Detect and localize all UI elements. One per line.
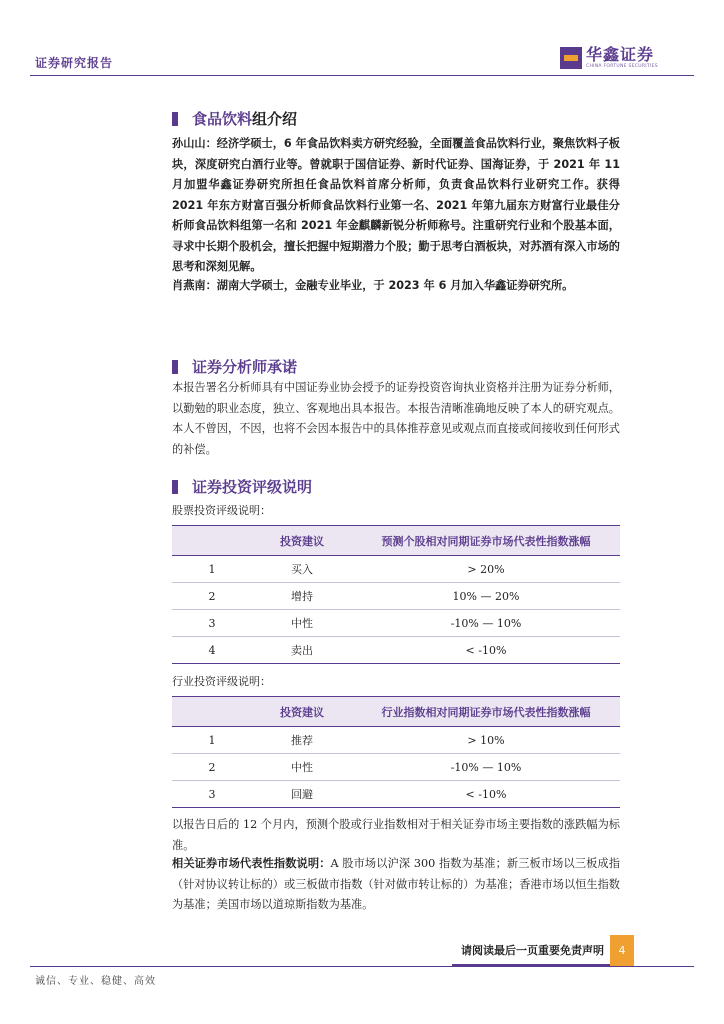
indices-note-text: A 股市场以沪深 300 指数为基准；新三板市场以三板成指（针对协议转让标的）或三板做市指数（针对做市转让标的）为基准；香港市场以恒生指数为基准；美国市场以道琼斯指数为基准。 bbox=[172, 857, 620, 911]
table-cell: 2 bbox=[172, 754, 252, 781]
page-number: 4 bbox=[610, 935, 634, 966]
table-cell: 买入 bbox=[252, 556, 352, 583]
section-heading-intro bbox=[172, 108, 297, 129]
table-cell: 4 bbox=[172, 637, 252, 664]
commitment-heading: 证券分析师承诺 bbox=[192, 358, 298, 376]
table-cell: 2 bbox=[172, 583, 252, 610]
section-marker bbox=[172, 360, 178, 374]
rating-heading: 证券投资评级说明 bbox=[192, 478, 313, 496]
section-marker bbox=[172, 112, 178, 126]
table-header-cell bbox=[172, 526, 252, 556]
indices-note-label: 相关证券市场代表性指数说明： bbox=[172, 857, 331, 870]
table-cell: 中性 bbox=[252, 754, 352, 781]
table-cell: 增持 bbox=[252, 583, 352, 610]
stock-rating-table bbox=[172, 525, 620, 664]
intro-heading-a: 食品饮料 bbox=[192, 110, 253, 128]
table-cell: 中性 bbox=[252, 610, 352, 637]
rating-note-indices bbox=[172, 854, 620, 916]
disclaimer-notice: 请阅读最后一页重要免责声明 bbox=[452, 935, 610, 965]
table-header-cell: 预测个股相对同期证券市场代表性指数涨幅 bbox=[352, 526, 620, 556]
rating-note-benchmark: 以报告日后的 12 个月内，预测个股或行业指数相对于相关证券市场主要指数的涨跌幅为标准。 bbox=[172, 818, 620, 852]
logo-name-en: CHINA FORTUNE SECURITIES bbox=[586, 64, 658, 69]
logo-name-cn: 华鑫证券 bbox=[586, 45, 655, 64]
table-cell: 3 bbox=[172, 610, 252, 637]
company-slogan: 诚信、专业、稳健、高效 bbox=[35, 976, 156, 987]
table-cell: -10% — 10% bbox=[352, 610, 620, 637]
table-row bbox=[172, 583, 620, 610]
table-cell: 推荐 bbox=[252, 727, 352, 754]
table-cell: 3 bbox=[172, 781, 252, 808]
table-header-cell: 投资建议 bbox=[252, 526, 352, 556]
table-cell: 10% — 20% bbox=[352, 583, 620, 610]
table-row bbox=[172, 754, 620, 781]
table-row bbox=[172, 556, 620, 583]
industry-rating-label: 行业投资评级说明： bbox=[172, 675, 271, 688]
section-heading-commitment bbox=[172, 356, 297, 377]
analyst-bio-1: 孙山山：经济学硕士，6 年食品饮料卖方研究经验，全面覆盖食品饮料行业，聚焦饮料子板块，深度研究白酒行业等。曾就职于国信证券、新时代证券、国海证券，于 2021 年 11 月加盟华鑫证券研究所担任食品饮料首席分析师，负责食品饮料行业研究工作。获得 2021 年东方财富百强分析师食品饮料行业第一名、2021 年第九届东方财富行业最佳分析师食品饮料组第一名和 2021 年金麒麟新锐分析师称号。注重研究行业和个股基本面，寻求中长期个股机会，擅长把握中短期潜力个股；勤于思考白酒板块，对苏酒有深入市场的思考和深刻见解。 bbox=[172, 137, 620, 273]
table-header-cell bbox=[172, 697, 252, 727]
table-cell: < -10% bbox=[352, 781, 620, 808]
industry-rating-table bbox=[172, 696, 620, 808]
table-cell: 1 bbox=[172, 556, 252, 583]
report-type-label: 证券研究报告 bbox=[35, 56, 114, 70]
table-cell: > 10% bbox=[352, 727, 620, 754]
table-cell: 1 bbox=[172, 727, 252, 754]
table-header-row bbox=[172, 526, 620, 556]
section-marker bbox=[172, 480, 178, 494]
table-cell: -10% — 10% bbox=[352, 754, 620, 781]
table-row bbox=[172, 781, 620, 808]
header-divider bbox=[30, 75, 694, 76]
table-cell: 卖出 bbox=[252, 637, 352, 664]
table-cell: < -10% bbox=[352, 637, 620, 664]
table-row bbox=[172, 637, 620, 664]
table-cell: > 20% bbox=[352, 556, 620, 583]
table-header-cell: 行业指数相对同期证券市场代表性指数涨幅 bbox=[352, 697, 620, 727]
footer-divider bbox=[30, 966, 694, 967]
company-logo bbox=[560, 46, 658, 70]
analyst-bio-2: 肖燕南：湖南大学硕士，金融专业毕业，于 2023 年 6 月加入华鑫证券研究所。 bbox=[172, 279, 574, 292]
table-header-row bbox=[172, 697, 620, 727]
table-header-cell: 投资建议 bbox=[252, 697, 352, 727]
table-cell: 回避 bbox=[252, 781, 352, 808]
stock-rating-label: 股票投资评级说明： bbox=[172, 504, 271, 517]
section-heading-rating bbox=[172, 476, 312, 497]
commitment-text: 本报告署名分析师具有中国证券业协会授予的证券投资咨询执业资格并注册为证券分析师，以勤勉的职业态度，独立、客观地出具本报告。本报告清晰准确地反映了本人的研究观点。本人不曾因，不因，也将不会因本报告中的具体推荐意见或观点而直接或间接收到任何形式的补偿。 bbox=[172, 381, 620, 456]
intro-heading-b: 组介绍 bbox=[252, 110, 298, 128]
table-row bbox=[172, 727, 620, 754]
table-row bbox=[172, 610, 620, 637]
logo-mark-icon bbox=[560, 47, 582, 69]
